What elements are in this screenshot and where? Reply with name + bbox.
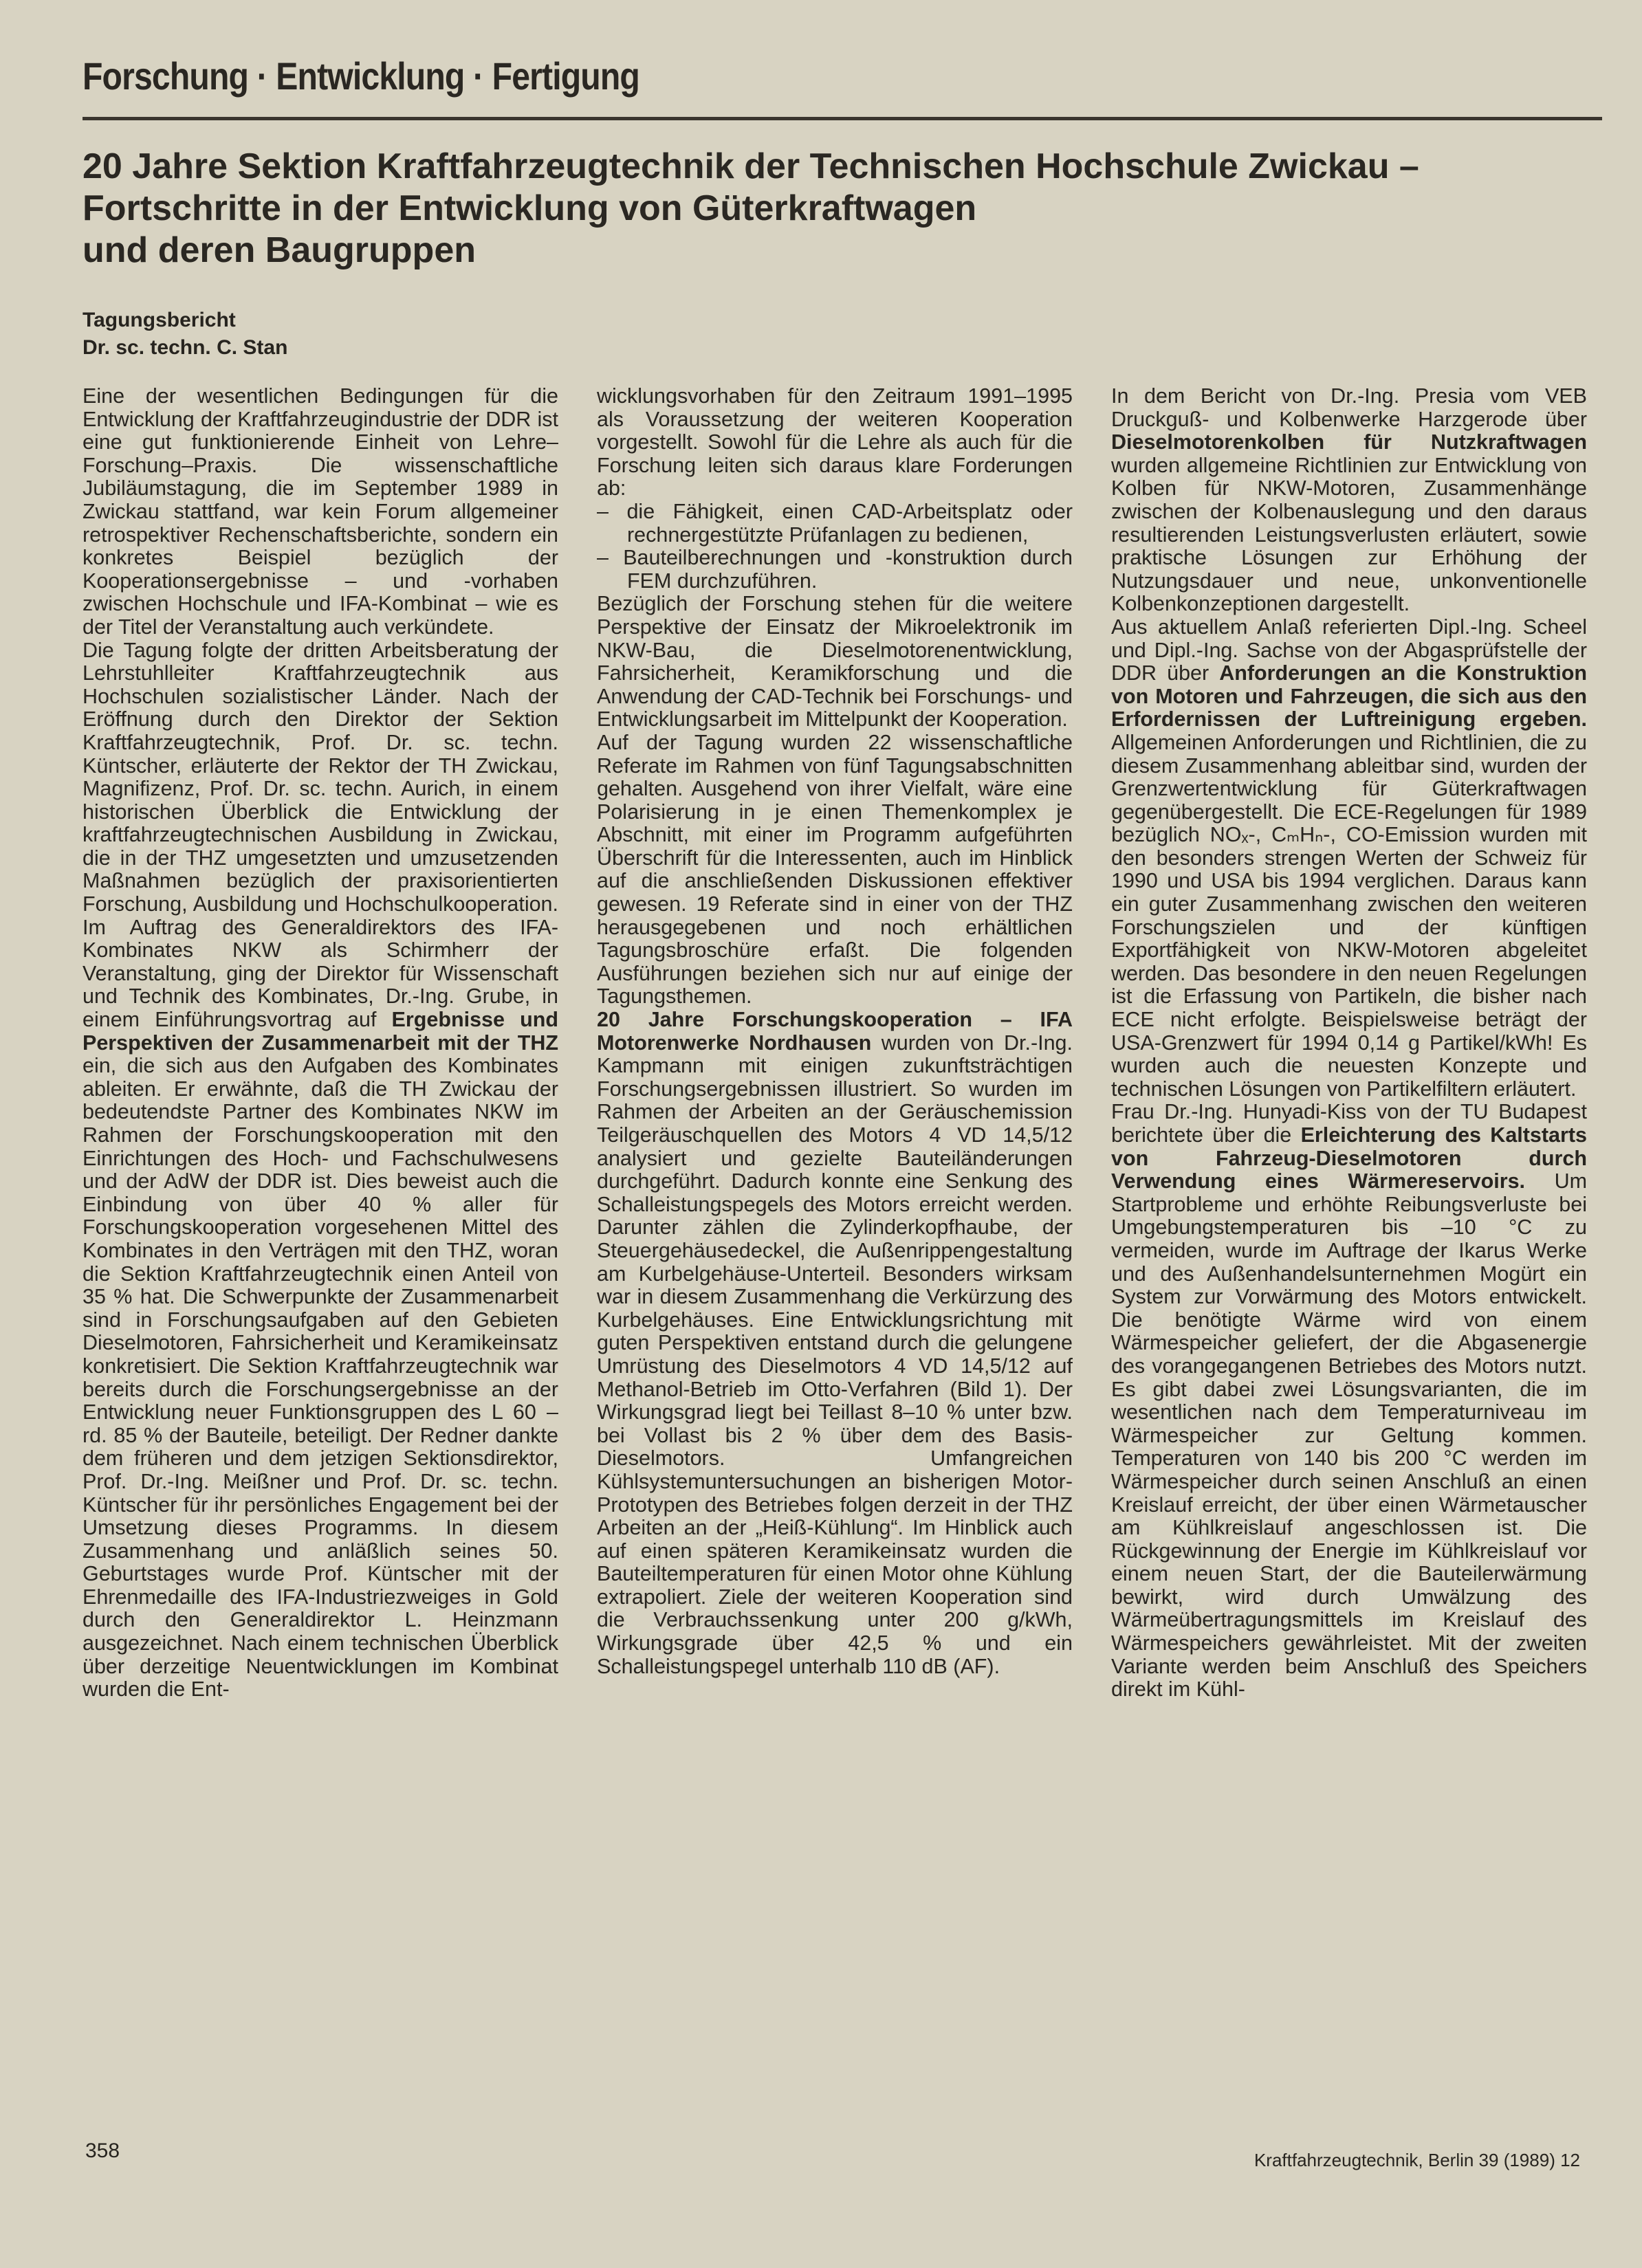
requirements-list bbox=[597, 500, 1073, 593]
text-span: Die Tagung folgte der dritten Arbeitsberatung der Lehrstuhlleiter Kraftfahrzeugtechnik aus Hochschulen sozialistischer Länder. Nach der Eröffnung durch den Direktor der Sektion Kraftfahrzeugtechnik, Prof. Dr. sc. techn. Küntscher, erläuterte der Rektor der TH Zwickau, Magnifizenz, Prof. Dr. sc. techn. Aurich, in einem historischen Überblick die Entwicklung der kraftfahrzeugtechnischen Ausbildung in Zwickau, die in der THZ umgesetzten und umzusetzenden Maßnahmen bezüglich der praxisorientierten Forschung, Ausbildung und Hochschulkooperation. Im Auftrag des Generaldirektors des IFA-Kombinates NKW als Schirmherr der Veranstaltung, ging der Direktor für Wissenschaft und Technik des Kombinates, Dr.-Ing. Grube, in einem Einführungsvortrag auf bbox=[83, 638, 558, 1032]
text-column-3 bbox=[1111, 385, 1587, 1702]
title-line: Fortschritte in der Entwicklung von Güterkraftwagen bbox=[83, 188, 977, 228]
paragraph: wicklungsvorhaben für den Zeitraum 1991–1995 als Voraussetzung der weiteren Kooperation vorgestellt. Sowohl für die Lehre als auch für die Forschung leiten sich daraus klare Forderungen ab: bbox=[597, 384, 1073, 500]
paragraph bbox=[1111, 1101, 1587, 1701]
emphasis: Dieselmotorenkolben für Nutzkraftwagen bbox=[1111, 430, 1587, 454]
text-span: wurden von Dr.-Ing. Kampmann mit einigen zukunftsträchtigen Forschungsergebnissen illustriert. So wurden im Rahmen der Arbeiten an der Geräuschemission Teilgeräuschquellen des Motors 4 VD 14,5/12 analysiert und gezielte Bauteiländerungen durchgeführt. Dadurch konnte eine Senkung des Schalleistungspegels des Motors erreicht werden. Darunter zählen die Zylinderkopfhaube, der Steuergehäusedeckel, die Außenrippengestaltung am Kurbelgehäuse-Unterteil. Besonders wirksam war in diesem Zusammenhang die Verkürzung des Kurbelgehäuses. Eine Entwicklungsrichtung mit guten Perspektiven entstand durch die gelungene Umrüstung des Dieselmotors 4 VD 14,5/12 auf Methanol-Betrieb im Otto-Verfahren (Bild 1). Der Wirkungsgrad liegt bei Teillast 8–10 % unter bzw. bei Vollast bis 2 % über dem des Basis-Dieselmotors. Umfangreichen Kühlsystemuntersuchungen an bisherigen Motor-Prototypen des Betriebes folgen derzeit in der THZ Arbeiten an der „Heiß-Kühlung“. Im Hinblick auch auf einen späteren Keramikeinsatz wurden die Bauteiltemperaturen für einen Motor ohne Kühlung extrapoliert. Ziele der weiteren Kooperation sind die Verbrauchssenkung unter 200 g/kWh, Wirkungsgrade über 42,5 % und ein Schalleistungspegel unterhalb 110 dB (AF). bbox=[597, 1031, 1073, 1678]
emphasis: Ergebnisse und Perspektiven der Zusammenarbeit mit der THZ bbox=[83, 1008, 558, 1055]
text-column-1 bbox=[83, 385, 558, 1702]
paragraph bbox=[83, 639, 558, 1702]
paragraph: Bezüglich der Forschung stehen für die weitere Perspektive der Einsatz der Mikroelektronik im NKW-Bau, die Dieselmotorenentwicklung, Fahrsicherheit, Keramikforschung und die Anwendung der CAD-Technik bei Forschungs- und Entwicklungsarbeit im Mittelpunkt der Kooperation. bbox=[597, 592, 1073, 731]
page-number: 358 bbox=[85, 2139, 120, 2162]
header-rule bbox=[83, 117, 1602, 120]
article-title bbox=[83, 146, 1602, 272]
journal-citation: Kraftfahrzeugtechnik, Berlin 39 (1989) 12 bbox=[1254, 2150, 1580, 2170]
text-column-2 bbox=[597, 385, 1073, 1678]
text-span: Frau Dr.-Ing. Hunyadi-Kiss von der TU Budapest berichtete über die bbox=[1111, 1100, 1587, 1147]
title-line: 20 Jahre Sektion Kraftfahrzeugtechnik der Technischen Hochschule Zwickau – bbox=[83, 146, 1419, 186]
title-line: und deren Baugruppen bbox=[83, 230, 476, 270]
text-span: Allgemeinen Anforderungen und Richtlinien, die zu diesem Zusammenhang ableitbar sind, wurden der Grenzwertentwicklung für Güterkraftwagen gegenübergestellt. Die ECE-Regelungen für 1989 bezüglich NOₓ-, CₘHₙ-, CO-Emission wurden mit den besonders strengen Werten der Schweiz für 1990 und USA bis 1994 verglichen. Daraus kann ein guter Zusammenhang zwischen den weiteren Forschungszielen und der künftigen Exportfähigkeit von NKW-Motoren abgeleitet werden. Das besondere in den neuen Regelungen ist die Erfassung von Partikeln, die bisher nach ECE nicht erfolgte. Beispielsweise beträgt der USA-Grenzwert für 1994 0,14 g Partikel/kWh! Es wurden auch die neuesten Konzepte und technischen Lösungen von Partikelfiltern erläutert. bbox=[1111, 730, 1587, 1101]
list-item: – Bauteilberechnungen und -konstruktion durch FEM durchzuführen. bbox=[597, 546, 1073, 593]
paragraph bbox=[597, 1009, 1073, 1678]
emphasis: Anforderungen an die Konstruktion von Motoren und Fahrzeugen, die sich aus den Erfordernissen der Luftreinigung ergeben. bbox=[1111, 661, 1588, 731]
text-span: ein, die sich aus den Aufgaben des Kombinates ableiten. Er erwähnte, daß die TH Zwickau der bedeutendste Partner des Kombinates NKW im Rahmen der Forschungskooperation mit den Einrichtungen des Hoch- und Fachschulwesens und der AdW der DDR ist. Dies beweist auch die Einbindung von über 40 % aller für Forschungskooperation vorgesehenen Mittel des Kombinates in den Verträgen mit den THZ, woran die Sektion Kraftfahrzeugtechnik einen Anteil von 35 % hat. Die Schwerpunkte der Zusammenarbeit sind in Forschungsaufgaben auf den Gebieten Dieselmotoren, Fahrsicherheit und Keramikeinsatz konkretisiert. Die Sektion Kraftfahrzeugtechnik war bereits durch die Forschungsergebnisse an der Entwicklung neuer Funktionsgruppen des L 60 – rd. 85 % der Bauteile, beteiligt. Der Redner dankte dem früheren und dem jetzigen Sektionsdirektor, Prof. Dr.-Ing. Meißner und Prof. Dr. sc. techn. Küntscher für ihr persönliches Engagement bei der Umsetzung dieses Programms. In diesem Zusammenhang und anläßlich seines 50. Geburtstages wurde Prof. Küntscher mit der Ehrenmedaille des IFA-Industriezweiges in Gold durch den Generaldirektor L. Heinzmann ausgezeichnet. Nach einem technischen Überblick über derzeitige Neuentwicklungen im Kombinat wurden die Ent- bbox=[83, 1054, 558, 1702]
emphasis: Erleichterung des Kaltstarts von Fahrzeug-Dieselmotoren durch Verwendung eines Wärmereservoirs. bbox=[1111, 1123, 1588, 1193]
emphasis: 20 Jahre Forschungskooperation – IFA Motorenwerke Nordhausen bbox=[597, 1008, 1073, 1055]
byline bbox=[83, 307, 701, 362]
text-span: wurden allgemeine Richtlinien zur Entwicklung von Kolben für NKW-Motoren, Zusammenhänge zwischen der Kolbenauslegung und den daraus resultierenden Leistungsverlusten erläutert, sowie praktische Lösungen zur Erhöhung der Nutzungsdauer und neue, unkonventionelle Kolbenkonzeptionen dargestellt. bbox=[1111, 453, 1587, 616]
text-span: Aus aktuellem Anlaß referierten Dipl.-Ing. Scheel und Dipl.-Ing. Sachse von der Abgasprüfstelle der DDR über bbox=[1111, 615, 1587, 685]
paragraph bbox=[1111, 616, 1587, 1101]
text-span: In dem Bericht von Dr.-Ing. Presia vom VEB Druckguß- und Kolbenwerke Harzgerode über bbox=[1111, 384, 1587, 431]
section-header: Forschung · Entwicklung · Fertigung bbox=[83, 54, 639, 98]
list-item: – die Fähigkeit, einen CAD-Arbeitsplatz oder rechnergestützte Prüfanlagen zu bedienen, bbox=[597, 499, 1073, 547]
paragraph: Auf der Tagung wurden 22 wissenschaftliche Referate im Rahmen von fünf Tagungsabschnitten gehalten. Ausgehend von ihrer Vielfalt, wäre eine Polarisierung in je einen Themenkomplex je Abschnitt, mit einer im Programm aufgeführten Überschrift für die Interessenten, auch im Hinblick auf die anschließenden Diskussionen effektiver gewesen. 19 Referate sind in einer von der THZ herausgegebenen und noch erhältlichen Tagungsbroschüre erfaßt. Die folgenden Ausführungen beziehen sich nur auf einige der Tagungsthemen. bbox=[597, 730, 1073, 1009]
article-kind: Tagungsbericht bbox=[83, 309, 236, 331]
paragraph bbox=[1111, 385, 1587, 616]
paragraph: Eine der wesentlichen Bedingungen für die Entwicklung der Kraftfahrzeugindustrie der DDR ist eine gut funktionierende Einheit von Lehre–Forschung–Praxis. Die wissenschaftliche Jubiläumstagung, die im September 1989 in Zwickau stattfand, war kein Forum allgemeiner retrospektiver Rechenschaftsberichte, sondern ein konkretes Beispiel bezüglich der Kooperationsergebnisse – und -vorhaben zwischen Hochschule und IFA-Kombinat – wie es der Titel der Veranstaltung auch verkündete. bbox=[83, 384, 558, 639]
author: Dr. sc. techn. C. Stan bbox=[83, 336, 288, 359]
text-span: Um Startprobleme und erhöhte Reibungsverluste bei Umgebungstemperaturen bis –10 °C zu vermeiden, wurde im Auftrage der Ikarus Werke und des Außenhandelsunternehmen Mogürt ein System zur Vorwärmung des Motors entwickelt. Die benötigte Wärme wird von einem Wärmespeicher geliefert, der die Abgasenergie des vorangegangenen Betriebes des Motors nutzt. Es gibt dabei zwei Lösungsvarianten, die im wesentlichen nach dem Temperaturniveau im Wärmespeicher zur Geltung kommen. Temperaturen von 140 bis 200 °C werden im Wärmespeicher durch seinen Anschluß an einen Kreislauf erreicht, der über einen Wärmetauscher am Kühlkreislauf angeschlossen ist. Die Rückgewinnung der Energie im Kühlkreislauf vor einem neuen Start, der die Bauteilerwärmung bewirkt, wird durch Umwälzung des Wärmeübertragungsmittels im Kreislauf des Wärmespeichers gewährleistet. Mit der zweiten Variante werden beim Anschluß des Speichers direkt im Kühl- bbox=[1111, 1169, 1587, 1702]
